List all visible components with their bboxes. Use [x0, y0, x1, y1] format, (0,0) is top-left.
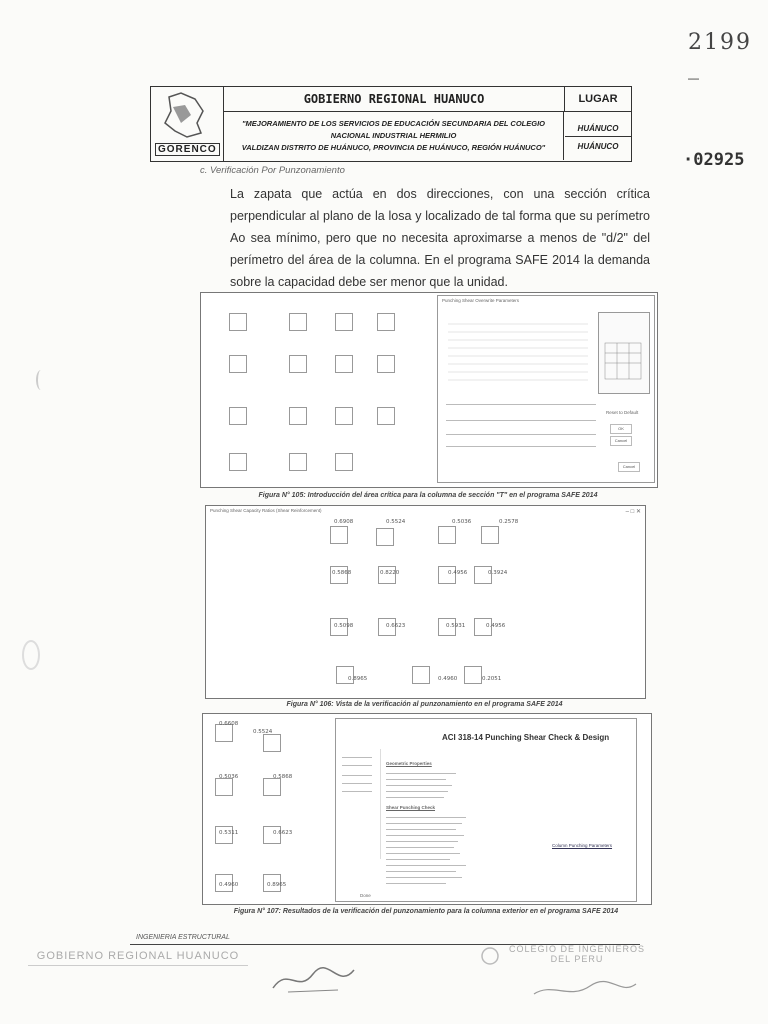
signature-left — [268, 960, 358, 1005]
ratio-value: 0.5036 — [219, 774, 239, 780]
footer-label: INGENIERIA ESTRUCTURAL — [136, 934, 230, 941]
seal-icon — [480, 946, 500, 966]
shear-punching-check-heading: Shear Punching Check — [386, 805, 436, 810]
ratio-value: 0.4956 — [448, 570, 468, 576]
ratio-value: 0.5868 — [332, 570, 352, 576]
ratio-value: 0.6623 — [273, 830, 293, 836]
ratio-value: 0.3924 — [488, 570, 508, 576]
project-line-2: VALDIZAN DISTRITO DE HUÁNUCO, PROVINCIA DE HUÁNUCO, REGIÓN HUÁNUCO" — [241, 143, 546, 152]
ratio-value: 0.4956 — [486, 623, 506, 629]
design-details-dialog — [335, 718, 637, 902]
ratio-value: 0.8220 — [380, 570, 400, 576]
ratio-value: 0.6608 — [219, 721, 239, 727]
margin-mark — [36, 370, 46, 390]
dialog-title: Punching Shear Overwrite Parameters — [442, 298, 520, 303]
figure-107-screenshot — [202, 713, 652, 905]
window-title: Punching Shear Capacity Ratios (Shear Reinforcement) — [210, 508, 322, 513]
figure-107-caption: Figura N° 107: Resultados de la verificación del punzonamiento para la columna exterior en el programa SAFE 2014 — [233, 908, 619, 915]
figure-105-screenshot — [200, 292, 658, 488]
section-heading: c. Verificación Por Punzonamiento — [200, 165, 345, 176]
ratio-value: 0.5524 — [253, 729, 273, 735]
location-1: HUÁNUCO — [565, 121, 631, 137]
punching-shear-dialog — [437, 295, 655, 483]
project-name — [224, 112, 564, 160]
logo-text: GORENCO — [155, 143, 220, 156]
ratio-value: 0.2051 — [482, 676, 502, 682]
perimeter-table — [448, 316, 588, 386]
location-2: HUÁNUCO — [577, 142, 619, 151]
column-punching-parameters-link[interactable]: Column Punching Parameters — [552, 843, 613, 848]
critical-section-preview — [598, 312, 650, 394]
gorenco-logo — [151, 87, 224, 161]
ratio-value: 0.8965 — [267, 882, 287, 888]
lugar-label: LUGAR — [565, 87, 631, 112]
stamp-left — [28, 950, 248, 994]
ok-button[interactable]: OK — [610, 424, 632, 434]
stamp-right-text: COLEGIO DE INGENIEROS DEL PERU — [508, 944, 646, 964]
body-paragraph: La zapata que actúa en dos direcciones, con una sección crítica perpendicular al plano de la losa y localizado de tal forma que su perímetro Ao sea mínimo, pero que no necesita aproximarse a menos de "d/2" del perímetro del área de la columna. En el programa SAFE 2014 la demanda sobre la capacidad debe ser menor que la unidad. — [230, 187, 650, 289]
org-title: GOBIERNO REGIONAL HUANUCO — [224, 87, 565, 112]
tree-panel — [340, 749, 381, 859]
ratio-value: 0.5868 — [273, 774, 293, 780]
report-title: ACI 318-14 Punching Shear Check & Design — [442, 733, 610, 742]
ratio-value: 0.5931 — [446, 623, 466, 629]
figure-105-caption: Figura N° 105: Introducción del área crítica para la columna de sección "T" en el programa SAFE 2014 — [258, 492, 598, 499]
geometric-properties-heading: Geometric Properties — [386, 761, 432, 766]
done-button[interactable]: Done — [360, 893, 371, 898]
stamp-number: ·02925 — [683, 150, 745, 170]
window-controls[interactable]: – □ ✕ — [625, 509, 641, 515]
ratio-value: 0.5036 — [452, 519, 472, 525]
reset-default-label[interactable]: Reset to Default — [606, 410, 639, 415]
ratio-value: 0.5524 — [386, 519, 406, 525]
logo-map-icon — [151, 87, 223, 143]
ratio-value: 0.2578 — [499, 519, 519, 525]
ratio-value: 0.6908 — [334, 519, 354, 525]
stamp-left-text: GOBIERNO REGIONAL HUANUCO — [28, 950, 248, 966]
figure-106-screenshot — [205, 505, 646, 699]
ratio-value: 0.5098 — [334, 623, 354, 629]
document-header — [150, 86, 632, 162]
ratio-value: 0.4960 — [219, 882, 239, 888]
project-line-1: "MEJORAMIENTO DE LOS SERVICIOS DE EDUCACIÓN SECUNDARIA DEL COLEGIO NACIONAL INDUSTRIAL HERMILIO — [241, 119, 546, 140]
figure-106-caption: Figura N° 106: Vista de la verificación al punzonamiento en el programa SAFE 2014 — [286, 701, 563, 708]
margin-mark — [22, 640, 40, 670]
ratio-value: 0.5311 — [219, 830, 239, 836]
handwritten-page-number: 2199 _ — [688, 30, 752, 80]
ratio-value: 0.6623 — [386, 623, 406, 629]
cancel-button-bottom[interactable]: Cancel — [618, 462, 640, 472]
ratio-value: 0.8965 — [348, 676, 368, 682]
signature-right — [530, 976, 640, 1009]
cancel-button[interactable]: Cancel — [610, 436, 632, 446]
ratio-value: 0.4960 — [438, 676, 458, 682]
